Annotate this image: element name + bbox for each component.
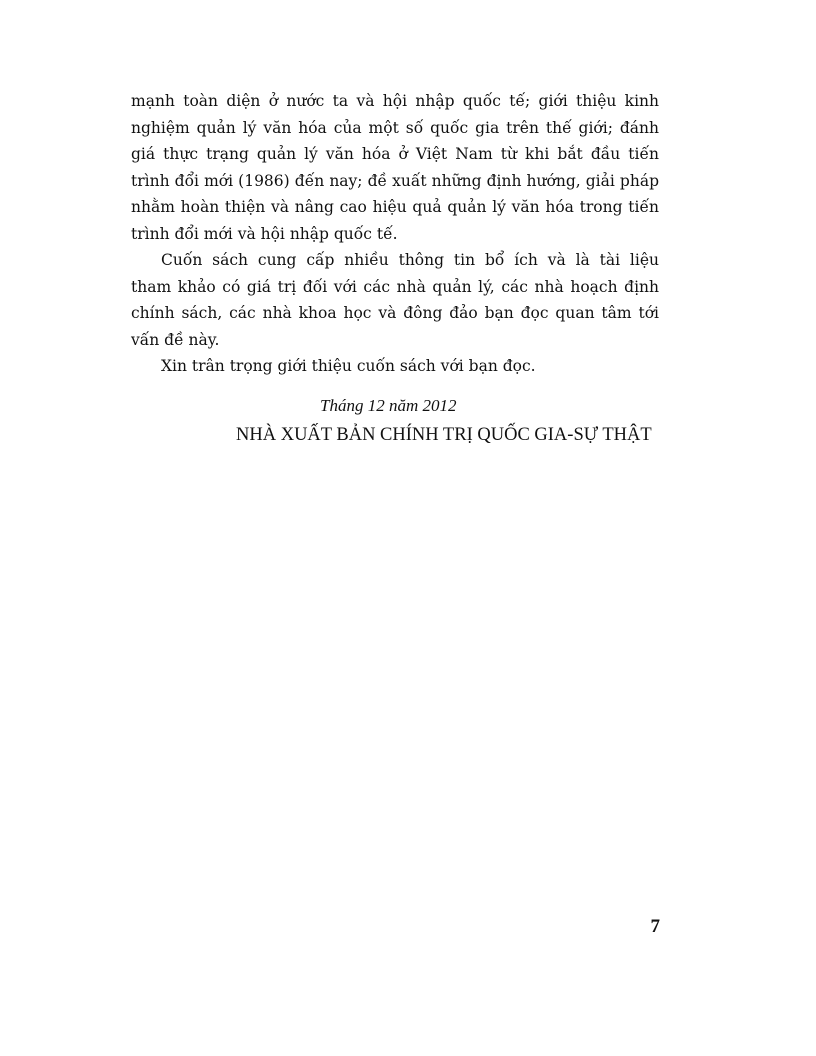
page-number: 7 xyxy=(650,916,660,937)
signature-publisher: NHÀ XUẤT BẢN CHÍNH TRỊ QUỐC GIA-SỰ THẬT xyxy=(236,425,652,445)
paragraph-2-line-3: chính sách, các nhà khoa học và đông đảo bạn đọc quan tâm tới xyxy=(131,304,659,322)
paragraph-1-line-3: giá thực trạng quản lý văn hóa ở Việt Nam từ khi bắt đầu tiến xyxy=(131,145,659,163)
paragraph-1-line-4: trình đổi mới (1986) đến nay; đề xuất những định hướng, giải pháp xyxy=(131,171,659,190)
paragraph-1-line-1: mạnh toàn diện ở nước ta và hội nhập quốc tế; giới thiệu kinh xyxy=(131,92,659,110)
paragraph-2-line-4: vấn đề này. xyxy=(131,330,220,349)
signature-block xyxy=(236,392,660,450)
paragraph-3-line-1: Xin trân trọng giới thiệu cuốn sách với bạn đọc. xyxy=(161,357,536,375)
paragraph-2-line-2: tham khảo có giá trị đối với các nhà quản lý, các nhà hoạch định xyxy=(131,277,659,296)
paragraph-1-line-5: nhằm hoàn thiện và nâng cao hiệu quả quản lý văn hóa trong tiến xyxy=(131,198,659,216)
paragraph-1-line-6: trình đổi mới và hội nhập quốc tế. xyxy=(131,224,398,243)
paragraph-1-line-2: nghiệm quản lý văn hóa của một số quốc gia trên thế giới; đánh xyxy=(131,118,659,137)
body-text xyxy=(131,88,659,380)
paragraph-2-line-1: Cuốn sách cung cấp nhiều thông tin bổ ích và là tài liệu xyxy=(161,251,659,269)
signature-date: Tháng 12 năm 2012 xyxy=(320,396,457,415)
